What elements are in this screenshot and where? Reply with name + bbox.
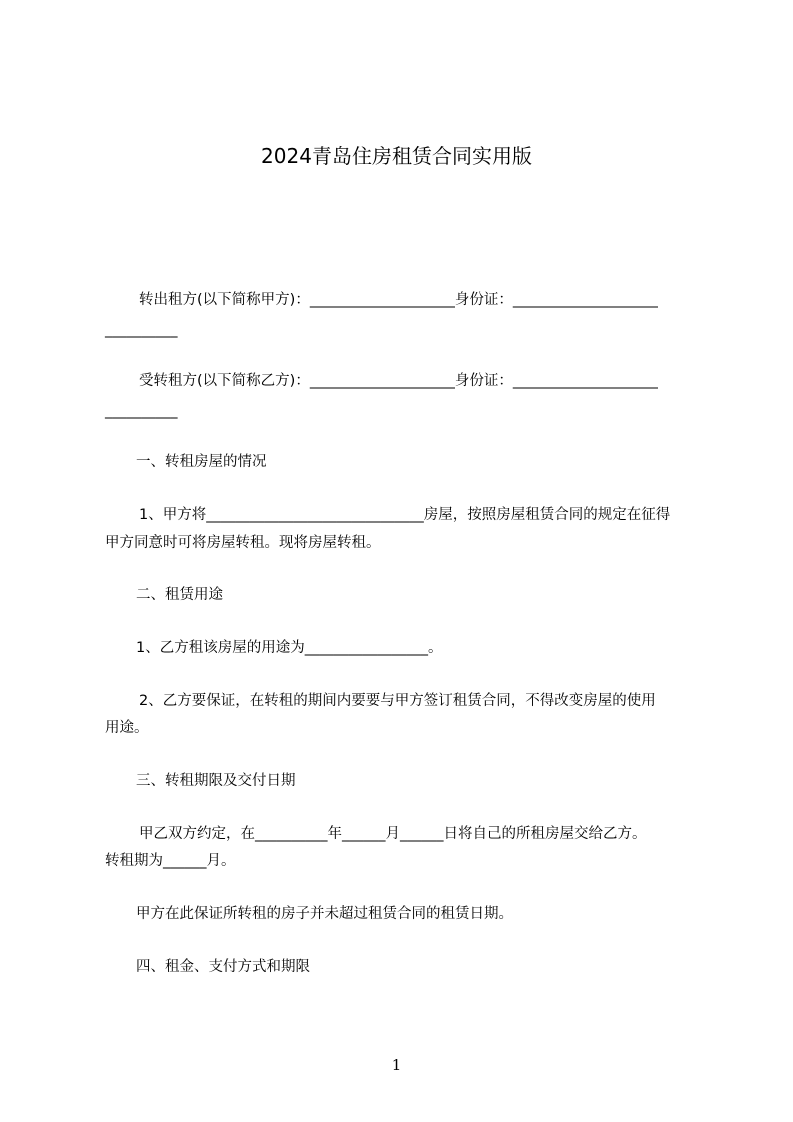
clause-1-1-line-1: 1、甲方将______________________________房屋，按照房屋租赁合同的规定在征得 [139,507,671,523]
clause-3-1-line-1: 甲乙双方约定，在__________年______月______日将自己的所租房屋交给乙方。 [139,826,647,842]
lessee-line-continuation: __________ [105,403,178,419]
clause-2-2-line-1: 2、乙方要保证，在转租的期间内要要与甲方签订租赁合同，不得改变房屋的使用 [139,693,656,709]
section-heading-rent: 四、租金、支付方式和期限 [136,959,310,975]
section-heading-term: 三、转租期限及交付日期 [136,773,296,789]
clause-3-1-line-2: 转租期为______月。 [105,853,236,869]
clause-1-1-line-2: 甲方同意时可将房屋转租。现将房屋转租。 [105,535,381,551]
lessor-line: 转出租方(以下简称甲方)：____________________身份证：____________________ [139,292,658,308]
clause-2-1: 1、乙方租该房屋的用途为_________________。 [136,640,443,656]
page-number: 1 [391,1056,402,1074]
clause-2-2-line-2: 用途。 [105,720,149,736]
lessor-line-continuation: __________ [105,322,178,338]
lessee-line: 受转租方(以下简称乙方)：____________________身份证：____________________ [139,373,658,389]
section-heading-property: 一、转租房屋的情况 [136,454,267,470]
document-title: 2024青岛住房租赁合同实用版 [261,144,532,168]
clause-3-2: 甲方在此保证所转租的房子并未超过租赁合同的租赁日期。 [136,906,513,922]
section-heading-purpose: 二、租赁用途 [136,587,223,603]
